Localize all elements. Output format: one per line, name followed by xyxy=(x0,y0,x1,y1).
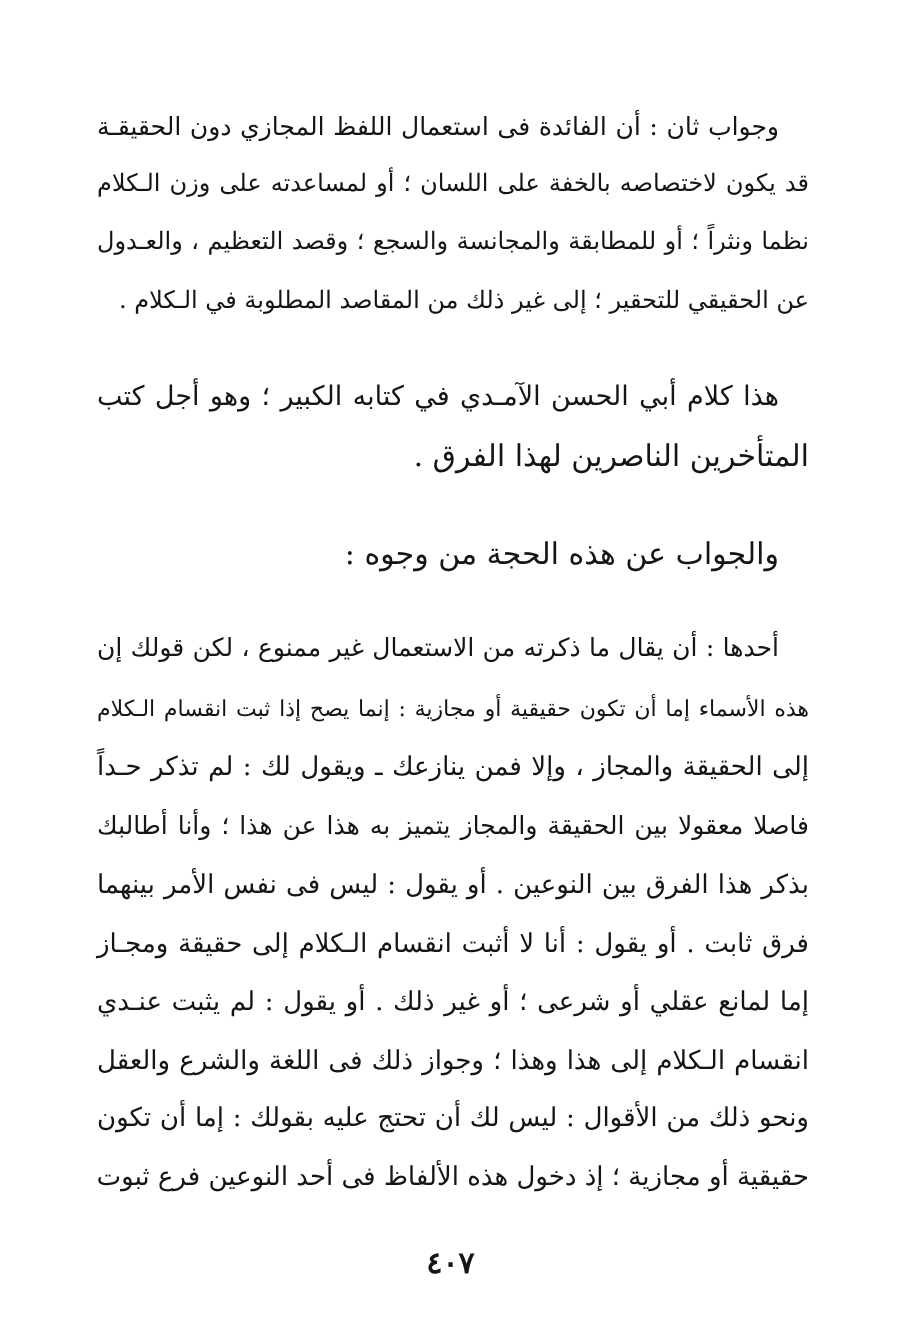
text-line: فاصلا معقولا بين الحقيقة والمجاز يتميز به هذا عن هذا ؛ وأنا أطالبك xyxy=(97,811,809,840)
text-line: فرق ثابت . أو يقول : أنا لا أثبت انقسام الـكلام إلى حقيقة ومجـاز xyxy=(97,929,809,959)
text-line: وجواب ثان : أن الفائدة فى استعمال اللفظ المجازي دون الحقيقـة xyxy=(97,112,779,141)
text-line: حقيقية أو مجازية ؛ إذ دخول هذه الألفاظ فى أحد النوعين فرع ثبوت xyxy=(96,1162,809,1192)
text-line: هذا كلام أبي الحسن الآمـدي في كتابه الكبير ؛ وهو أجل كتب xyxy=(97,381,779,412)
text-line: عن الحقيقي للتحقير ؛ إلى غير ذلك من المقاصد المطلوبة في الـكلام . xyxy=(118,286,809,314)
text-line: المتأخرين الناصرين لهذا الفرق . xyxy=(413,439,809,474)
text-line: والجواب عن هذه الحجة من وجوه : xyxy=(344,537,779,572)
text-line: إلى الحقيقة والمجاز ، وإلا فمن ينازعك ـ ويقول لك : لم تذكر حـداً xyxy=(97,752,809,782)
page-number: ٤٠٧ xyxy=(426,1246,475,1281)
text-line: نظما ونثراً ؛ أو للمطابقة والمجانسة والسجع ؛ وقصد التعظيم ، والعـدول xyxy=(97,227,809,255)
text-line: إما لمانع عقلي أو شرعى ؛ أو غير ذلك . أو يقول : لم يثبت عنـدي xyxy=(97,987,809,1017)
text-line: ونحو ذلك من الأقوال : ليس لك أن تحتج عليه بقولك : إما أن تكون xyxy=(97,1103,809,1133)
text-line: أحدها : أن يقال ما ذكرته من الاستعمال غير ممنوع ، لكن قولك إن xyxy=(97,633,779,662)
text-line: هذه الأسماء إما أن تكون حقيقية أو مجازية : إنما يصح إذا ثبت انقسام الـكلام xyxy=(97,697,809,722)
text-line: بذكر هذا الفرق بين النوعين . أو يقول : ليس فى نفس الأمر بينهما xyxy=(97,870,809,900)
text-line: انقسام الـكلام إلى هذا وهذا ؛ وجواز ذلك فى اللغة والشرع والعقل xyxy=(97,1046,809,1076)
text-line: قد يكون لاختصاصه بالخفة على اللسان ؛ أو لمساعدته على وزن الـكلام xyxy=(97,169,809,197)
